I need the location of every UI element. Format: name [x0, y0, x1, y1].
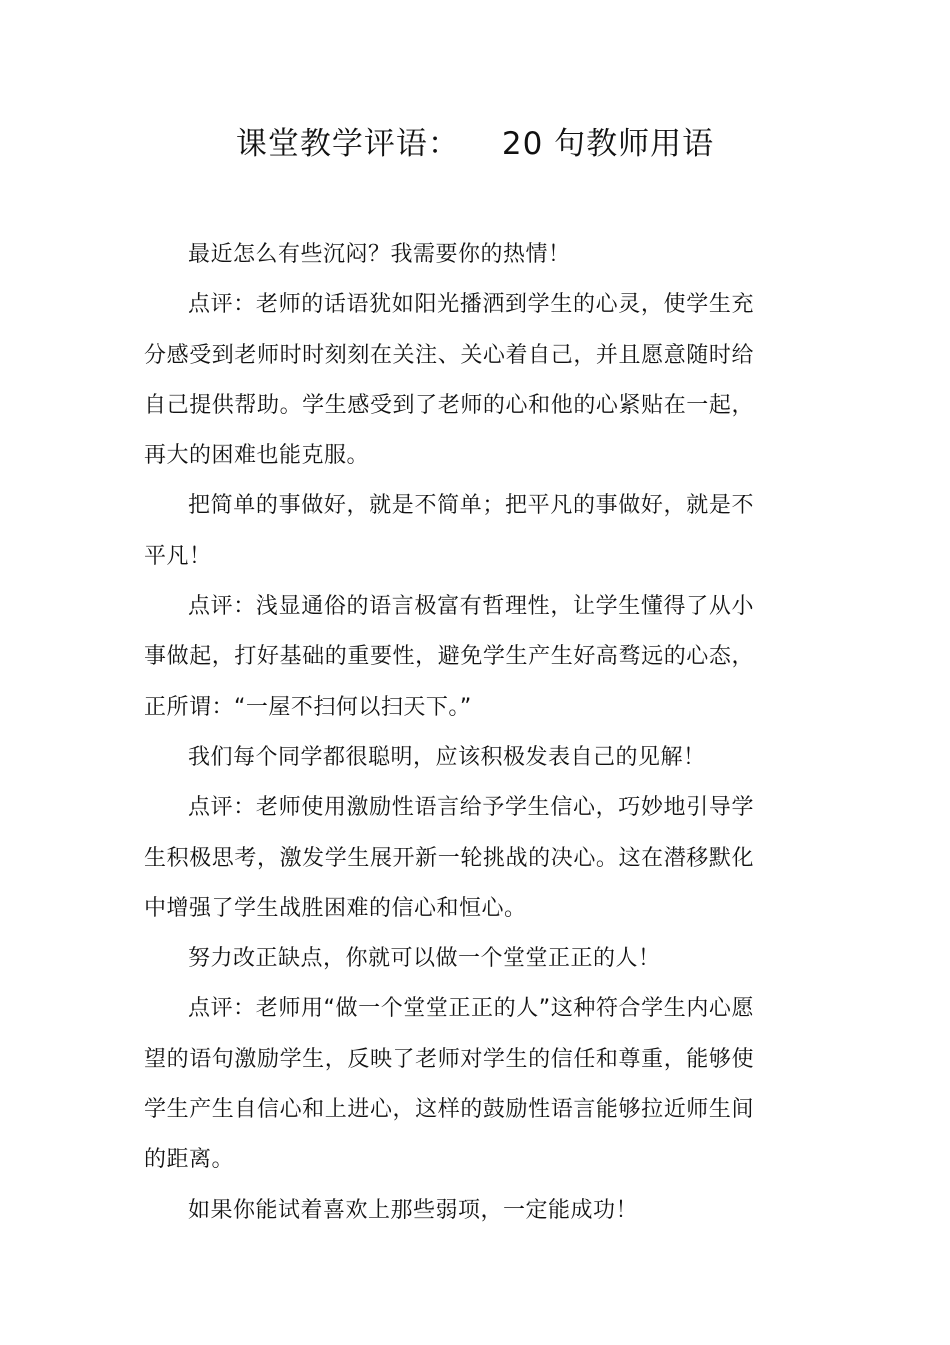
- paragraph-7: 努力改正缺点，你就可以做一个堂堂正正的人！: [188, 946, 661, 972]
- paragraph-4: 点评：浅显通俗的语言极富有哲理性，让学生懂得了从小事做起，打好基础的重要性，避免学生产生好高骛远的心态，正所谓：“一屋不扫何以扫天下。”: [144, 594, 754, 720]
- title-main: 课堂教学评语：: [235, 126, 460, 162]
- paragraph-9: 如果你能试着喜欢上那些弱项，一定能成功！: [188, 1197, 639, 1223]
- paragraph-5: 我们每个同学都很聪明，应该积极发表自己的见解！: [188, 744, 706, 770]
- paragraph-1: 最近怎么有些沉闷？我需要你的热情！: [188, 242, 571, 267]
- document-body: [144, 230, 754, 1236]
- paragraph-8: 点评：老师用“做一个堂堂正正的人”这种符合学生内心愿望的语句激励学生，反映了老师对学生的信任和尊重，能够使学生产生自信心和上进心，这样的鼓励性语言能够拉近师生间的距离。: [144, 996, 754, 1173]
- title-sub: 20 句教师用语: [501, 126, 715, 162]
- paragraph-2: 点评：老师的话语犹如阳光播洒到学生的心灵，使学生充分感受到老师时时刻刻在关注、关心着自己，并且愿意随时给自己提供帮助。学生感受到了老师的心和他的心紧贴在一起，再大的困难也能克服。: [144, 292, 754, 469]
- page-title: [0, 118, 950, 170]
- paragraph-6: 点评：老师使用激励性语言给予学生信心，巧妙地引导学生积极思考，激发学生展开新一轮挑战的决心。这在潜移默化中增强了学生战胜困难的信心和恒心。: [144, 795, 754, 921]
- paragraph-3: 把简单的事做好，就是不简单；把平凡的事做好，就是不平凡！: [144, 493, 754, 569]
